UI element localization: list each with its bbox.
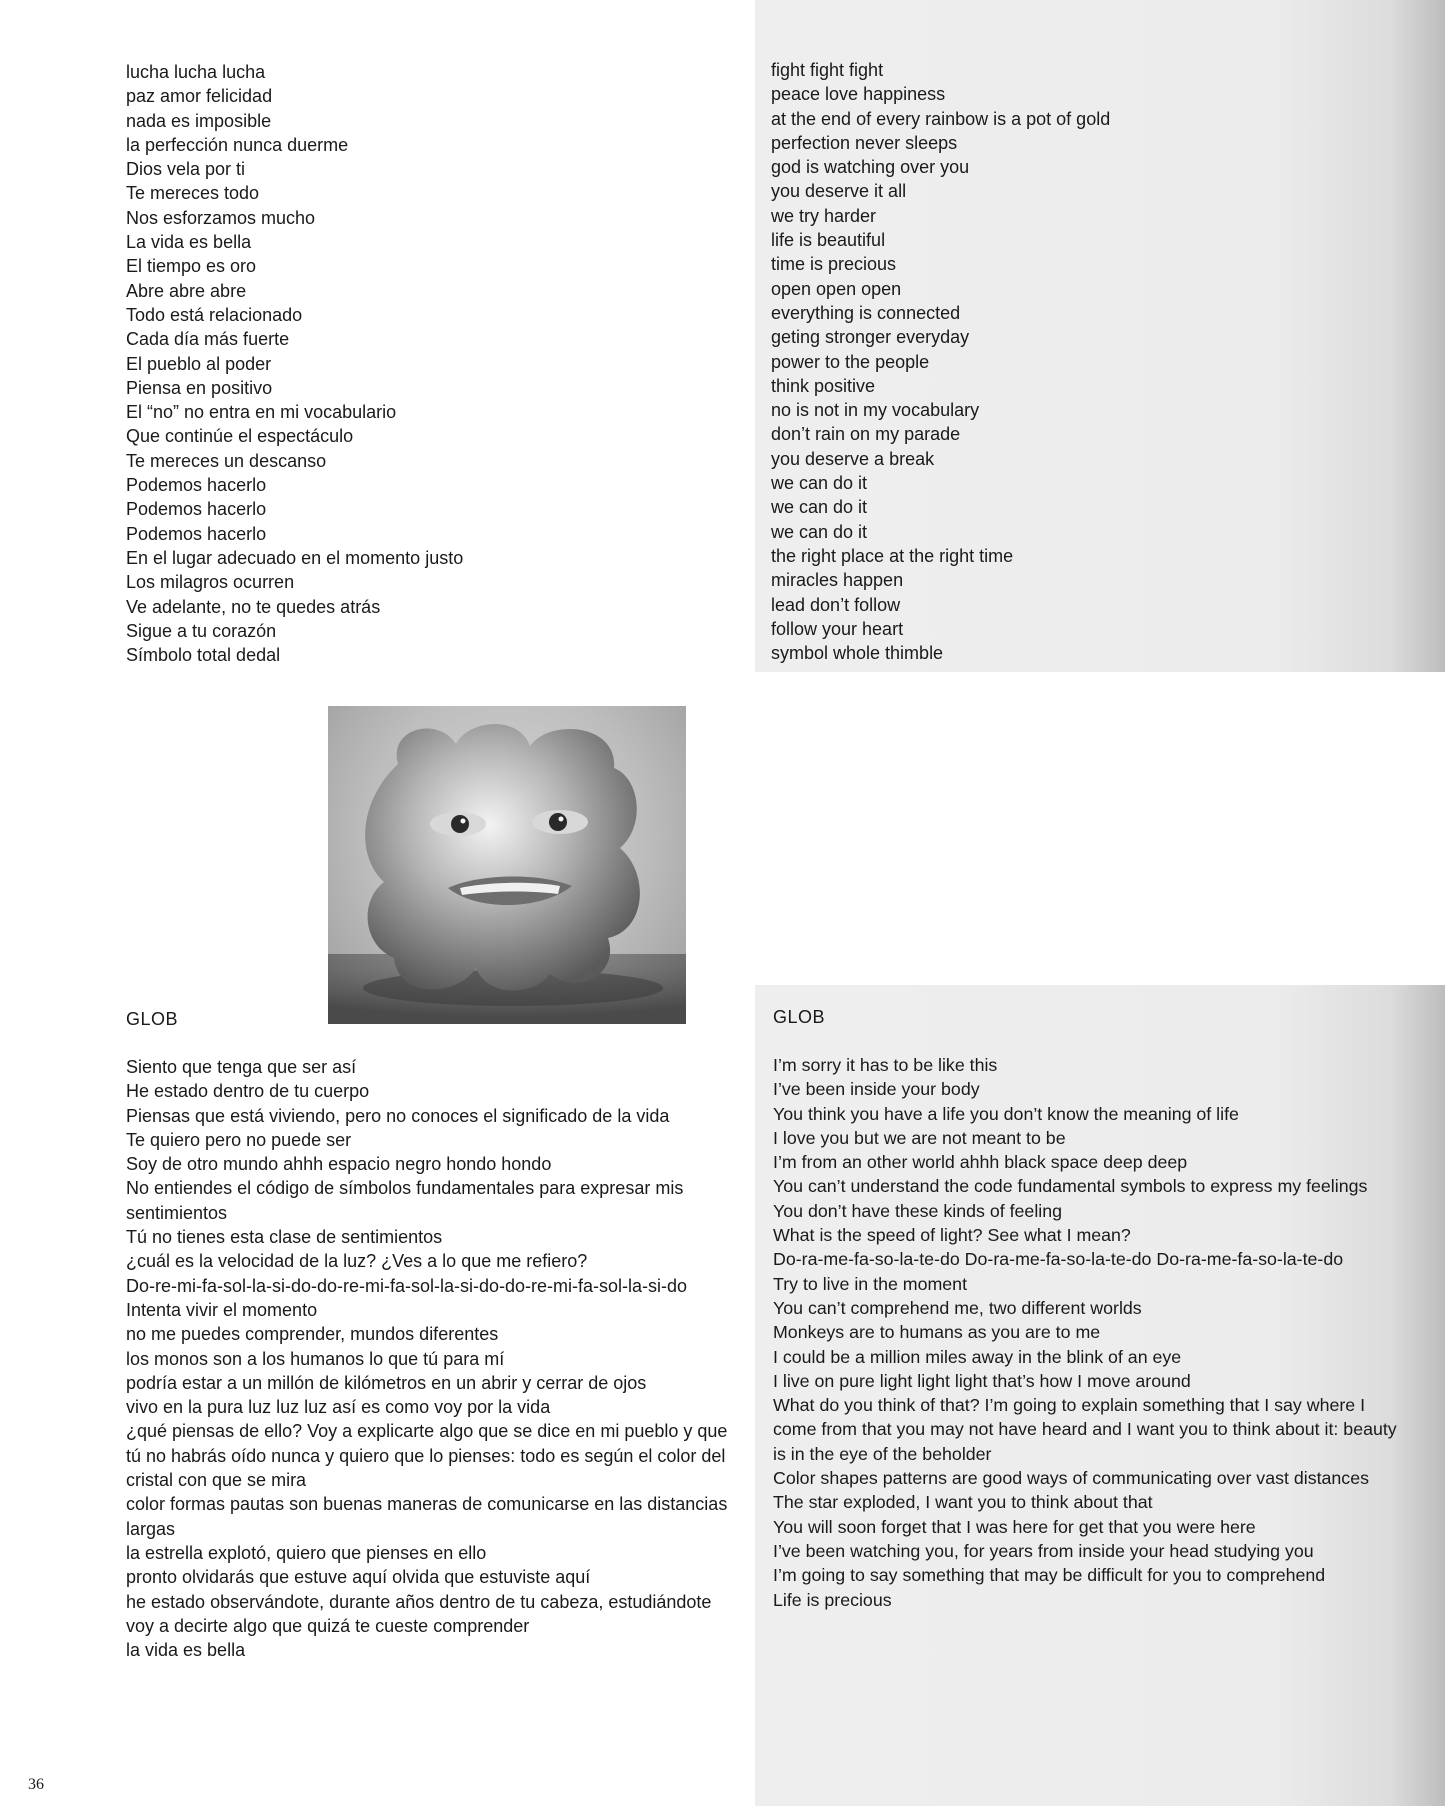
text-line: You can’t comprehend me, two different worlds bbox=[773, 1297, 1142, 1318]
text-line: Intenta vivir el momento bbox=[126, 1299, 318, 1320]
text-line: He estado dentro de tu cuerpo bbox=[126, 1081, 370, 1102]
text-line: we try harder bbox=[771, 205, 877, 226]
text-line: no is not in my vocabulary bbox=[771, 400, 980, 421]
text-line: no me puedes comprender, mundos diferentes bbox=[126, 1324, 499, 1345]
text-line: Soy de otro mundo ahhh espacio negro hondo hondo bbox=[126, 1154, 552, 1175]
text-line: Sigue a tu corazón bbox=[126, 620, 277, 641]
text-line: Símbolo total dedal bbox=[126, 645, 281, 666]
text-line: at the end of every rainbow is a pot of gold bbox=[771, 108, 1111, 129]
text-line: la perfección nunca duerme bbox=[126, 134, 349, 155]
text-line: you deserve a break bbox=[771, 448, 935, 469]
text-line: I’m from an other world ahhh black space deep deep bbox=[773, 1152, 1188, 1173]
text-line: I’m going to say something that may be difficult for you to comprehend bbox=[773, 1565, 1326, 1586]
text-line: No entiendes el código de símbolos fundamentales para expresar mis sentimientos bbox=[126, 1178, 684, 1223]
text-line: everything is connected bbox=[771, 302, 961, 323]
text-line: we can do it bbox=[771, 497, 868, 518]
text-line: Te mereces un descanso bbox=[126, 450, 327, 471]
text-line: I’ve been watching you, for years from inside your head studying you bbox=[773, 1540, 1314, 1561]
text-line: Do-ra-me-fa-so-la-te-do Do-ra-me-fa-so-la-te-do Do-ra-me-fa-so-la-te-do bbox=[773, 1249, 1344, 1270]
text-line: You will soon forget that I was here for get that you were here bbox=[773, 1516, 1256, 1537]
text-line: El tiempo es oro bbox=[126, 256, 257, 277]
text-line: think positive bbox=[771, 375, 876, 396]
text-line: you deserve it all bbox=[771, 181, 907, 202]
page-number: 36 bbox=[28, 1776, 44, 1793]
text-line: color formas pautas son buenas maneras de comunicarse en las distancias largas bbox=[126, 1494, 728, 1539]
text-line: perfection never sleeps bbox=[771, 132, 958, 153]
text-line: Try to live in the moment bbox=[773, 1273, 968, 1294]
text-line: Siento que tenga que ser así bbox=[126, 1057, 357, 1077]
text-line: I could be a million miles away in the blink of an eye bbox=[773, 1346, 1182, 1367]
text-line: Piensas que está viviendo, pero no conoces el significado de la vida bbox=[126, 1105, 670, 1126]
english-glob-text bbox=[773, 1053, 1413, 1612]
text-line: nada es imposible bbox=[126, 110, 272, 131]
text-line: he estado observándote, durante años dentro de tu cabeza, estudiándote bbox=[126, 1591, 712, 1612]
text-line: la estrella explotó, quiero que pienses en ello bbox=[126, 1542, 487, 1563]
text-line: Abre abre abre bbox=[126, 280, 247, 301]
glob-sculpture-illustration bbox=[328, 706, 686, 1024]
text-line: geting stronger everyday bbox=[771, 327, 970, 348]
text-line: Tú no tienes esta clase de sentimientos bbox=[126, 1227, 443, 1248]
text-line: life is beautiful bbox=[771, 230, 886, 251]
text-line: El “no” no entra en mi vocabulario bbox=[126, 402, 397, 423]
text-line: la vida es bella bbox=[126, 1640, 246, 1661]
text-line: Nos esforzamos mucho bbox=[126, 207, 316, 228]
text-line: we can do it bbox=[771, 521, 868, 542]
text-line: Monkeys are to humans as you are to me bbox=[773, 1322, 1101, 1343]
text-line: You can’t understand the code fundamental symbols to express my feelings bbox=[773, 1176, 1368, 1197]
text-line: open open open bbox=[771, 278, 902, 299]
text-line: follow your heart bbox=[771, 618, 904, 639]
english-poem bbox=[771, 58, 1331, 665]
text-line: En el lugar adecuado en el momento justo bbox=[126, 547, 464, 568]
text-line: ¿cuál es la velocidad de la luz? ¿Ves a lo que me refiero? bbox=[126, 1251, 588, 1272]
text-line: the right place at the right time bbox=[771, 545, 1014, 566]
text-line: vivo en la pura luz luz luz así es como voy por la vida bbox=[126, 1397, 551, 1418]
right-eye-icon bbox=[532, 810, 588, 834]
text-line: I’ve been inside your body bbox=[773, 1079, 980, 1100]
text-line: I love you but we are not meant to be bbox=[773, 1127, 1066, 1148]
text-line: fight fight fight bbox=[771, 60, 884, 80]
text-line: Color shapes patterns are good ways of communicating over vast distances bbox=[773, 1468, 1369, 1489]
spanish-poem bbox=[126, 60, 666, 667]
text-line: los monos son a los humanos lo que tú para mí bbox=[126, 1348, 505, 1369]
text-line: El pueblo al poder bbox=[126, 353, 272, 374]
text-line: paz amor felicidad bbox=[126, 86, 273, 107]
text-line: symbol whole thimble bbox=[771, 643, 944, 664]
text-line: Podemos hacerlo bbox=[126, 475, 267, 496]
left-eye-icon bbox=[430, 812, 486, 836]
text-line: lead don’t follow bbox=[771, 594, 901, 615]
text-line: pronto olvidarás que estuve aquí olvida que estuviste aquí bbox=[126, 1567, 591, 1588]
text-line: Te quiero pero no puede ser bbox=[126, 1129, 352, 1150]
text-line: lucha lucha lucha bbox=[126, 62, 266, 82]
text-line: What is the speed of light? See what I mean? bbox=[773, 1225, 1131, 1246]
text-line: Podemos hacerlo bbox=[126, 523, 267, 544]
text-line: I’m sorry it has to be like this bbox=[773, 1055, 998, 1075]
text-line: Dios vela por ti bbox=[126, 159, 246, 180]
text-line: You don’t have these kinds of feeling bbox=[773, 1200, 1062, 1221]
glob-sculpture-image bbox=[328, 706, 686, 1024]
spanish-glob-text bbox=[126, 1055, 746, 1662]
text-line: time is precious bbox=[771, 254, 897, 275]
text-line: You think you have a life you don’t know the meaning of life bbox=[773, 1103, 1239, 1124]
text-line: god is watching over you bbox=[771, 157, 970, 178]
text-line: voy a decirte algo que quizá te cueste comprender bbox=[126, 1615, 530, 1636]
text-line: Ve adelante, no te quedes atrás bbox=[126, 596, 381, 617]
text-line: Cada día más fuerte bbox=[126, 329, 290, 350]
text-line: Los milagros ocurren bbox=[126, 572, 295, 593]
text-line: Todo está relacionado bbox=[126, 304, 303, 325]
text-line: La vida es bella bbox=[126, 232, 252, 253]
text-line: we can do it bbox=[771, 473, 868, 494]
text-line: I live on pure light light light that’s how I move around bbox=[773, 1370, 1191, 1391]
text-line: Do-re-mi-fa-sol-la-si-do-do-re-mi-fa-sol-la-si-do-do-re-mi-fa-sol-la-si-do bbox=[126, 1275, 688, 1296]
english-glob-title: GLOB bbox=[773, 1007, 826, 1027]
text-line: miracles happen bbox=[771, 570, 904, 591]
text-line: Life is precious bbox=[773, 1589, 892, 1610]
text-line: power to the people bbox=[771, 351, 930, 372]
text-line: Te mereces todo bbox=[126, 183, 260, 204]
text-line: podría estar a un millón de kilómetros en un abrir y cerrar de ojos bbox=[126, 1372, 647, 1393]
text-line: ¿qué piensas de ello? Voy a explicarte algo que se dice en mi pueblo y que tú no habrás oído nunca y quiero que lo pienses: todo es según el color del cristal con que se mira bbox=[126, 1421, 728, 1491]
text-line: Piensa en positivo bbox=[126, 377, 273, 398]
text-line: The star exploded, I want you to think about that bbox=[773, 1492, 1153, 1513]
text-line: Podemos hacerlo bbox=[126, 499, 267, 520]
spanish-glob-title: GLOB bbox=[126, 1009, 179, 1029]
text-line: peace love happiness bbox=[771, 84, 946, 105]
text-line: What do you think of that? I’m going to explain something that I say where I come from that you may not have heard and I want you to think about it: beauty is in the eye of the beholder bbox=[773, 1395, 1397, 1464]
text-line: Que continúe el espectáculo bbox=[126, 426, 354, 447]
text-line: don’t rain on my parade bbox=[771, 424, 961, 445]
